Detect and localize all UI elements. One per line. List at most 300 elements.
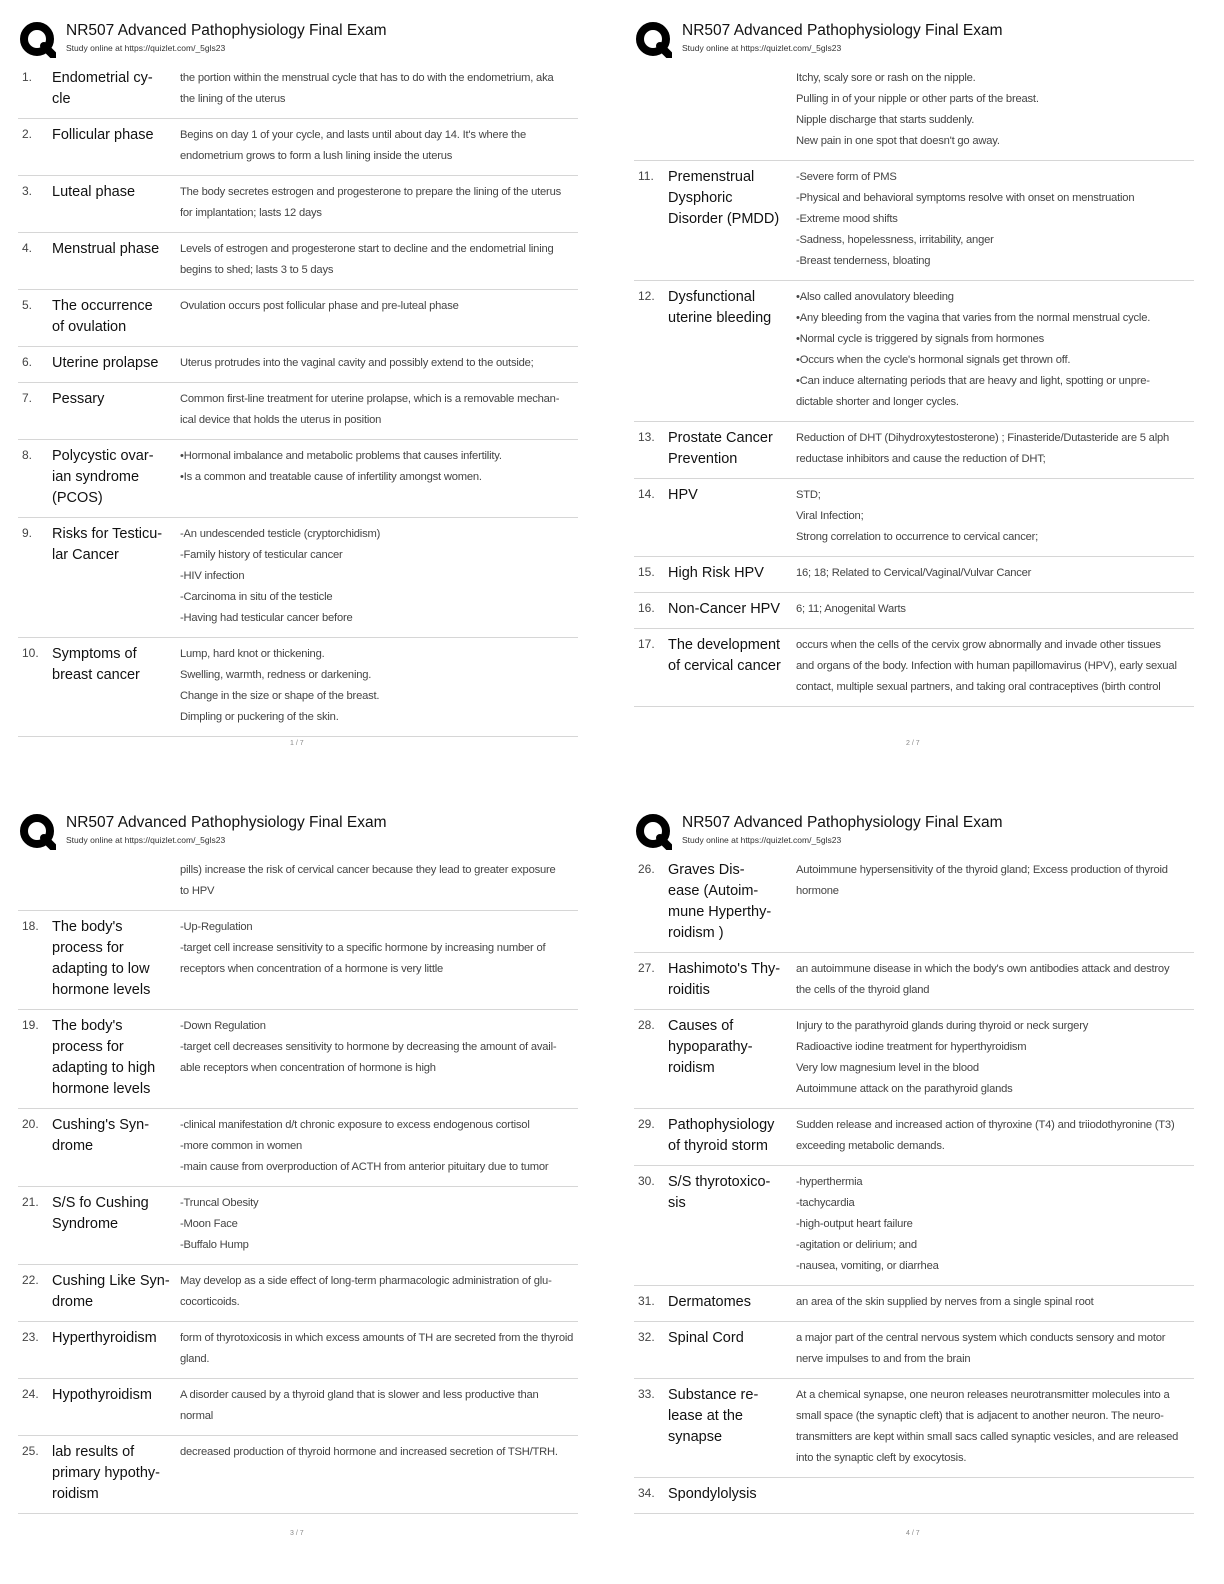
card-number: 23. bbox=[22, 1330, 39, 1344]
definition-line: Sudden release and increased action of thyroxine (T4) and triiodothyronine (T3) bbox=[796, 1119, 1175, 1131]
flashcard-row bbox=[634, 1379, 1194, 1478]
definition-line: -Truncal Obesity bbox=[180, 1197, 259, 1209]
page-1 bbox=[18, 18, 578, 747]
definition-line: -Breast tenderness, bloating bbox=[796, 255, 931, 267]
card-number: 10. bbox=[22, 646, 39, 660]
definition-line: Levels of estrogen and progesterone start to decline and the endometrial lining bbox=[180, 243, 554, 255]
page-header bbox=[18, 18, 578, 62]
page-number: 1 / 7 bbox=[290, 740, 304, 747]
flashcard-row bbox=[18, 383, 578, 440]
flashcard-row bbox=[634, 1286, 1194, 1322]
term-line: S/S thyrotoxico- bbox=[668, 1174, 771, 1190]
card-term bbox=[52, 1385, 180, 1427]
term-line: roidism ) bbox=[668, 925, 724, 941]
card-number: 7. bbox=[22, 391, 33, 405]
definition-line: and organs of the body. Infection with human papillomavirus (HPV), early sexual bbox=[796, 660, 1177, 672]
flashcard-row bbox=[18, 854, 578, 911]
card-term bbox=[52, 524, 180, 629]
flashcard-row bbox=[18, 1109, 578, 1187]
term-line: drome bbox=[52, 1138, 94, 1154]
definition-line: -clinical manifestation d/t chronic exposure to excess endogenous cortisol bbox=[180, 1119, 530, 1131]
page-number: 4 / 7 bbox=[906, 1530, 920, 1537]
definition-line: •Is a common and treatable cause of infertility amongst women. bbox=[180, 471, 482, 483]
card-term bbox=[52, 68, 180, 110]
term-line: The development bbox=[668, 637, 781, 653]
term-line: Uterine prolapse bbox=[52, 355, 159, 371]
definition-line: occurs when the cells of the cervix grow abnormally and invade other tissues bbox=[796, 639, 1161, 651]
term-line: hormone levels bbox=[52, 982, 151, 998]
flashcard-row bbox=[18, 233, 578, 290]
flashcard-row bbox=[18, 440, 578, 518]
definition-line: Swelling, warmth, redness or darkening. bbox=[180, 669, 372, 681]
card-definition bbox=[180, 1115, 578, 1178]
definition-line: -tachycardia bbox=[796, 1197, 855, 1209]
term-line: S/S fo Cushing bbox=[52, 1195, 149, 1211]
term-line: of cervical cancer bbox=[668, 658, 781, 674]
flashcard-row bbox=[634, 281, 1194, 422]
study-online-link[interactable]: Study online at https://quizlet.com/_5gls23 bbox=[682, 835, 842, 845]
card-number: 11. bbox=[638, 169, 654, 183]
definition-line: Pulling in of your nipple or other parts of the breast. bbox=[796, 93, 1039, 105]
card-term bbox=[52, 1193, 180, 1256]
flashcard-row bbox=[18, 347, 578, 383]
definition-line: dictable shorter and longer cycles. bbox=[796, 396, 959, 408]
card-definition bbox=[180, 644, 578, 728]
card-term bbox=[668, 1484, 796, 1505]
flashcard-row bbox=[18, 290, 578, 347]
flashcard-row bbox=[634, 557, 1194, 593]
card-number: 25. bbox=[22, 1444, 39, 1458]
flashcard-row bbox=[634, 1109, 1194, 1166]
card-definition bbox=[180, 1271, 578, 1313]
definition-line: Radioactive iodine treatment for hyperthyroidism bbox=[796, 1041, 1027, 1053]
term-line: process for bbox=[52, 940, 124, 956]
term-line: Dysphoric bbox=[668, 190, 733, 206]
definition-line: ical device that holds the uterus in position bbox=[180, 414, 382, 426]
definition-line: -agitation or delirium; and bbox=[796, 1239, 917, 1251]
term-line: breast cancer bbox=[52, 667, 140, 683]
definition-line: Injury to the parathyroid glands during thyroid or neck surgery bbox=[796, 1020, 1089, 1032]
card-number: 29. bbox=[638, 1117, 655, 1131]
term-line: (PCOS) bbox=[52, 490, 103, 506]
flashcard-row bbox=[18, 1322, 578, 1379]
definition-line: STD; bbox=[796, 489, 821, 501]
definition-line: the cells of the thyroid gland bbox=[796, 984, 930, 996]
definition-line: for implantation; lasts 12 days bbox=[180, 207, 322, 219]
card-number bbox=[634, 68, 668, 152]
card-term bbox=[52, 1328, 180, 1370]
card-number: 26. bbox=[638, 862, 655, 876]
flashcard-row bbox=[634, 854, 1194, 953]
card-definition bbox=[796, 635, 1194, 698]
definition-line: •Any bleeding from the vagina that varies from the normal menstrual cycle. bbox=[796, 312, 1151, 324]
definition-line: 6; 11; Anogenital Warts bbox=[796, 603, 906, 615]
term-line: Cushing's Syn- bbox=[52, 1117, 150, 1133]
term-line: drome bbox=[52, 1294, 94, 1310]
flashcard-row bbox=[18, 1187, 578, 1265]
card-definition bbox=[796, 1484, 1194, 1505]
definition-line: Begins on day 1 of your cycle, and lasts until about day 14. It's where the bbox=[180, 129, 526, 141]
term-line: hypoparathy- bbox=[668, 1039, 753, 1055]
term-line: The body's bbox=[52, 919, 123, 935]
definition-line: Change in the size or shape of the breast. bbox=[180, 690, 380, 702]
definition-line: -Extreme mood shifts bbox=[796, 213, 898, 225]
card-term bbox=[668, 1385, 796, 1469]
card-number: 19. bbox=[22, 1018, 39, 1032]
definition-line: contact, multiple sexual partners, and taking oral contraceptives (birth control bbox=[796, 681, 1161, 693]
card-definition bbox=[796, 68, 1194, 152]
definition-line: an area of the skin supplied by nerves from a single spinal root bbox=[796, 1296, 1094, 1308]
flashcard-row bbox=[18, 638, 578, 737]
definition-line: -Having had testicular cancer before bbox=[180, 612, 353, 624]
definition-line: •Normal cycle is triggered by signals from hormones bbox=[796, 333, 1045, 345]
term-line: High Risk HPV bbox=[668, 565, 764, 581]
term-line: roidism bbox=[668, 1060, 715, 1076]
card-definition bbox=[796, 1328, 1194, 1370]
card-number bbox=[18, 860, 52, 902]
definition-line: the portion within the menstrual cycle that has to do with the endometrium, aka bbox=[180, 72, 554, 84]
page-header bbox=[634, 18, 1194, 62]
page-3 bbox=[18, 810, 578, 1537]
definition-line: At a chemical synapse, one neuron releases neurotransmitter molecules into a bbox=[796, 1389, 1170, 1401]
definition-line: nerve impulses to and from the brain bbox=[796, 1353, 971, 1365]
card-term bbox=[668, 167, 796, 272]
card-number: 16. bbox=[638, 601, 655, 615]
card-term bbox=[668, 959, 796, 1001]
quizlet-logo-icon bbox=[20, 22, 56, 58]
term-line: Causes of bbox=[668, 1018, 734, 1034]
card-number: 24. bbox=[22, 1387, 39, 1401]
card-number: 5. bbox=[22, 298, 33, 312]
definition-line: small space (the synaptic cleft) that is adjacent to another neuron. The neuro- bbox=[796, 1410, 1164, 1422]
card-term bbox=[668, 635, 796, 698]
definition-line: -Moon Face bbox=[180, 1218, 238, 1230]
card-definition bbox=[796, 287, 1194, 413]
card-term bbox=[52, 125, 180, 167]
definition-line: -nausea, vomiting, or diarrhea bbox=[796, 1260, 939, 1272]
term-line: Follicular phase bbox=[52, 127, 154, 143]
definition-line: -high-output heart failure bbox=[796, 1218, 913, 1230]
card-definition bbox=[796, 1115, 1194, 1157]
card-term bbox=[52, 860, 180, 902]
definition-line: -Severe form of PMS bbox=[796, 171, 897, 183]
term-line: synapse bbox=[668, 1429, 723, 1445]
card-number: 32. bbox=[638, 1330, 655, 1344]
term-line: Endometrial cy- bbox=[52, 70, 153, 86]
flashcard-list bbox=[634, 62, 1194, 707]
definition-line: Common first-line treatment for uterine prolapse, which is a removable mechan- bbox=[180, 393, 560, 405]
flashcard-row bbox=[18, 1010, 578, 1109]
definition-line: Ovulation occurs post follicular phase and pre-luteal phase bbox=[180, 300, 459, 312]
definition-line: gland. bbox=[180, 1353, 210, 1365]
card-number: 18. bbox=[22, 919, 39, 933]
card-term bbox=[52, 644, 180, 728]
definition-line: -An undescended testicle (cryptorchidism) bbox=[180, 528, 381, 540]
term-line: Hypothyroidism bbox=[52, 1387, 152, 1403]
page-number: 2 / 7 bbox=[906, 740, 920, 747]
card-term bbox=[52, 239, 180, 281]
term-line: lab results of bbox=[52, 1444, 135, 1460]
card-definition bbox=[180, 389, 578, 431]
term-line: ease (Autoim- bbox=[668, 883, 759, 899]
card-number: 28. bbox=[638, 1018, 655, 1032]
term-line: Pathophysiology bbox=[668, 1117, 775, 1133]
definition-line: Viral Infection; bbox=[796, 510, 864, 522]
flashcard-row bbox=[18, 119, 578, 176]
card-number: 2. bbox=[22, 127, 33, 141]
term-line: process for bbox=[52, 1039, 124, 1055]
card-definition bbox=[180, 1328, 578, 1370]
card-term bbox=[52, 389, 180, 431]
definition-line: reductase inhibitors and cause the reduction of DHT; bbox=[796, 453, 1046, 465]
card-definition bbox=[180, 860, 578, 902]
definition-line: pills) increase the risk of cervical cancer because they lead to greater exposure bbox=[180, 864, 556, 876]
definition-line: -HIV infection bbox=[180, 570, 245, 582]
term-line: Cushing Like Syn- bbox=[52, 1273, 170, 1289]
definition-line: -Family history of testicular cancer bbox=[180, 549, 343, 561]
card-number: 20. bbox=[22, 1117, 39, 1131]
definition-line: -Sadness, hopelessness, irritability, anger bbox=[796, 234, 994, 246]
card-number: 1. bbox=[22, 70, 33, 84]
term-line: roidism bbox=[52, 1486, 99, 1502]
flashcard-row bbox=[18, 911, 578, 1010]
definition-line: •Occurs when the cycle's hormonal signals get thrown off. bbox=[796, 354, 1071, 366]
flashcard-row bbox=[18, 1379, 578, 1436]
definition-line: decreased production of thyroid hormone and increased secretion of TSH/TRH. bbox=[180, 1446, 558, 1458]
flashcard-row bbox=[634, 1322, 1194, 1379]
definition-line: Nipple discharge that starts suddenly. bbox=[796, 114, 975, 126]
flashcard-row bbox=[18, 518, 578, 638]
term-line: Syndrome bbox=[52, 1216, 119, 1232]
term-line: Disorder (PMDD) bbox=[668, 211, 780, 227]
term-line: Prostate Cancer bbox=[668, 430, 773, 446]
card-number: 27. bbox=[638, 961, 655, 975]
term-line: Hashimoto's Thy- bbox=[668, 961, 781, 977]
term-line: Hyperthyroidism bbox=[52, 1330, 157, 1346]
card-term bbox=[668, 287, 796, 413]
definition-line: to HPV bbox=[180, 885, 215, 897]
term-line: mune Hyperthy- bbox=[668, 904, 772, 920]
term-line: Luteal phase bbox=[52, 184, 136, 200]
definition-line: exceeding metabolic demands. bbox=[796, 1140, 945, 1152]
definition-line: Reduction of DHT (Dihydroxytestosterone) ; Finasteride/Dutasteride are 5 alph bbox=[796, 432, 1170, 444]
definition-line: 16; 18; Related to Cervical/Vaginal/Vulvar Cancer bbox=[796, 567, 1032, 579]
card-definition bbox=[180, 1193, 578, 1256]
term-line: hormone levels bbox=[52, 1081, 151, 1097]
term-line: Prevention bbox=[668, 451, 738, 467]
flashcard-row bbox=[634, 629, 1194, 707]
card-number: 4. bbox=[22, 241, 33, 255]
definition-line: -more common in women bbox=[180, 1140, 303, 1152]
flashcard-list bbox=[634, 854, 1194, 1514]
term-line: ian syndrome bbox=[52, 469, 140, 485]
card-number: 30. bbox=[638, 1174, 655, 1188]
term-line: Menstrual phase bbox=[52, 241, 160, 257]
card-definition bbox=[180, 917, 578, 1001]
term-line: Premenstrual bbox=[668, 169, 755, 185]
card-definition bbox=[180, 1016, 578, 1100]
definition-line: hormone bbox=[796, 885, 839, 897]
definition-line: able receptors when concentration of hormone is high bbox=[180, 1062, 436, 1074]
card-definition bbox=[180, 1385, 578, 1427]
page-title: NR507 Advanced Pathophysiology Final Exam bbox=[682, 814, 1003, 831]
definition-line: May develop as a side effect of long-term pharmacologic administration of glu- bbox=[180, 1275, 552, 1287]
definition-line: -Down Regulation bbox=[180, 1020, 266, 1032]
card-term bbox=[668, 599, 796, 620]
definition-line: form of thyrotoxicosis in which excess amounts of TH are secreted from the thyroid bbox=[180, 1332, 574, 1344]
definition-line: Very low magnesium level in the blood bbox=[796, 1062, 979, 1074]
card-term bbox=[52, 917, 180, 1001]
definition-line: normal bbox=[180, 1410, 213, 1422]
study-online-link[interactable]: Study online at https://quizlet.com/_5gls23 bbox=[66, 835, 226, 845]
term-line: adapting to low bbox=[52, 961, 150, 977]
definition-line: •Also called anovulatory bleeding bbox=[796, 291, 954, 303]
card-term bbox=[52, 1115, 180, 1178]
card-number: 8. bbox=[22, 448, 33, 462]
page-header bbox=[634, 810, 1194, 854]
term-line: primary hypothy- bbox=[52, 1465, 160, 1481]
card-number: 22. bbox=[22, 1273, 39, 1287]
definition-line: the lining of the uterus bbox=[180, 93, 286, 105]
card-term bbox=[668, 1115, 796, 1157]
definition-line: -Buffalo Hump bbox=[180, 1239, 249, 1251]
card-definition bbox=[796, 167, 1194, 272]
card-number: 13. bbox=[638, 430, 655, 444]
card-definition bbox=[796, 599, 1194, 620]
flashcard-row bbox=[634, 953, 1194, 1010]
study-online-link[interactable]: Study online at https://quizlet.com/_5gls23 bbox=[66, 43, 226, 53]
term-line: Graves Dis- bbox=[668, 862, 745, 878]
page-title: NR507 Advanced Pathophysiology Final Exam bbox=[682, 22, 1003, 39]
term-line: roiditis bbox=[668, 982, 710, 998]
card-number: 6. bbox=[22, 355, 33, 369]
definition-line: an autoimmune disease in which the body's own antibodies attack and destroy bbox=[796, 963, 1170, 975]
card-definition bbox=[796, 1172, 1194, 1277]
flashcard-list bbox=[18, 854, 578, 1514]
card-term bbox=[52, 446, 180, 509]
card-definition bbox=[180, 125, 578, 167]
flashcard-row bbox=[634, 1010, 1194, 1109]
card-term bbox=[668, 1016, 796, 1100]
card-number: 15. bbox=[638, 565, 655, 579]
term-line: adapting to high bbox=[52, 1060, 156, 1076]
definition-line: -target cell increase sensitivity to a specific hormone by increasing number of bbox=[180, 942, 546, 954]
term-line: Spondylolysis bbox=[668, 1486, 757, 1502]
definition-line: -target cell decreases sensitivity to hormone by decreasing the amount of avail- bbox=[180, 1041, 557, 1053]
definition-line: •Hormonal imbalance and metabolic problems that causes infertility. bbox=[180, 450, 502, 462]
definition-line: The body secretes estrogen and progesterone to prepare the lining of the uterus bbox=[180, 186, 561, 198]
definition-line: -Up-Regulation bbox=[180, 921, 253, 933]
card-definition bbox=[796, 1016, 1194, 1100]
definition-line: •Can induce alternating periods that are heavy and light, spotting or unpre- bbox=[796, 375, 1150, 387]
flashcard-row bbox=[634, 593, 1194, 629]
term-line: cle bbox=[52, 91, 71, 107]
definition-line: Uterus protrudes into the vaginal cavity and possibly extend to the outside; bbox=[180, 357, 534, 369]
page-number: 3 / 7 bbox=[290, 1530, 304, 1537]
card-definition bbox=[796, 485, 1194, 548]
page-2 bbox=[634, 18, 1194, 747]
flashcard-row bbox=[634, 62, 1194, 161]
definition-line: cocorticoids. bbox=[180, 1296, 240, 1308]
term-line: lease at the bbox=[668, 1408, 743, 1424]
definition-line: Itchy, scaly sore or rash on the nipple. bbox=[796, 72, 976, 84]
term-line: of thyroid storm bbox=[668, 1138, 768, 1154]
card-definition bbox=[796, 860, 1194, 944]
definition-line: -main cause from overproduction of ACTH from anterior pituitary due to tumor bbox=[180, 1161, 549, 1173]
card-definition bbox=[796, 959, 1194, 1001]
card-definition bbox=[796, 428, 1194, 470]
flashcard-row bbox=[634, 422, 1194, 479]
card-term bbox=[668, 68, 796, 152]
card-definition bbox=[796, 563, 1194, 584]
term-line: Dysfunctional bbox=[668, 289, 756, 305]
definition-line: a major part of the central nervous system which conducts sensory and motor bbox=[796, 1332, 1166, 1344]
quizlet-logo-icon bbox=[20, 814, 56, 850]
card-term bbox=[52, 182, 180, 224]
term-line: HPV bbox=[668, 487, 698, 503]
definition-line: -hyperthermia bbox=[796, 1176, 863, 1188]
definition-line: Autoimmune attack on the parathyroid glands bbox=[796, 1083, 1013, 1095]
card-term bbox=[52, 1271, 180, 1313]
term-line: The body's bbox=[52, 1018, 123, 1034]
card-term bbox=[668, 428, 796, 470]
quizlet-logo-icon bbox=[636, 22, 672, 58]
flashcard-row bbox=[634, 479, 1194, 557]
card-term bbox=[668, 1292, 796, 1313]
study-online-link[interactable]: Study online at https://quizlet.com/_5gls23 bbox=[682, 43, 842, 53]
card-definition bbox=[180, 524, 578, 629]
term-line: Risks for Testicu- bbox=[52, 526, 163, 542]
card-number: 21. bbox=[22, 1195, 39, 1209]
definition-line: receptors when concentration of a hormone is very little bbox=[180, 963, 444, 975]
flashcard-row bbox=[18, 62, 578, 119]
card-term bbox=[668, 563, 796, 584]
card-definition bbox=[796, 1292, 1194, 1313]
term-line: sis bbox=[668, 1195, 686, 1211]
card-definition bbox=[180, 353, 578, 374]
page-header bbox=[18, 810, 578, 854]
term-line: Spinal Cord bbox=[668, 1330, 744, 1346]
term-line: uterine bleeding bbox=[668, 310, 772, 326]
flashcard-row bbox=[634, 161, 1194, 281]
card-term bbox=[52, 353, 180, 374]
definition-line: Dimpling or puckering of the skin. bbox=[180, 711, 339, 723]
card-definition bbox=[180, 68, 578, 110]
page-title: NR507 Advanced Pathophysiology Final Exam bbox=[66, 814, 387, 831]
term-line: Non-Cancer HPV bbox=[668, 601, 781, 617]
card-definition bbox=[180, 239, 578, 281]
card-number: 14. bbox=[638, 487, 655, 501]
term-line: Dermatomes bbox=[668, 1294, 751, 1310]
term-line: of ovulation bbox=[52, 319, 127, 335]
card-number: 12. bbox=[638, 289, 655, 303]
term-line: The occurrence bbox=[52, 298, 153, 314]
card-term bbox=[668, 860, 796, 944]
card-definition bbox=[796, 1385, 1194, 1469]
term-line: Pessary bbox=[52, 391, 105, 407]
card-term bbox=[668, 1328, 796, 1370]
card-number: 34. bbox=[638, 1486, 655, 1500]
definition-line: Autoimmune hypersensitivity of the thyroid gland; Excess production of thyroid bbox=[796, 864, 1168, 876]
definition-line: A disorder caused by a thyroid gland that is slower and less productive than bbox=[180, 1389, 539, 1401]
flashcard-row bbox=[18, 1436, 578, 1514]
term-line: lar Cancer bbox=[52, 547, 119, 563]
card-term bbox=[52, 296, 180, 338]
definition-line: into the synaptic cleft by exocytosis. bbox=[796, 1452, 967, 1464]
definition-line: begins to shed; lasts 3 to 5 days bbox=[180, 264, 334, 276]
page-4 bbox=[634, 810, 1194, 1537]
card-term bbox=[668, 485, 796, 548]
